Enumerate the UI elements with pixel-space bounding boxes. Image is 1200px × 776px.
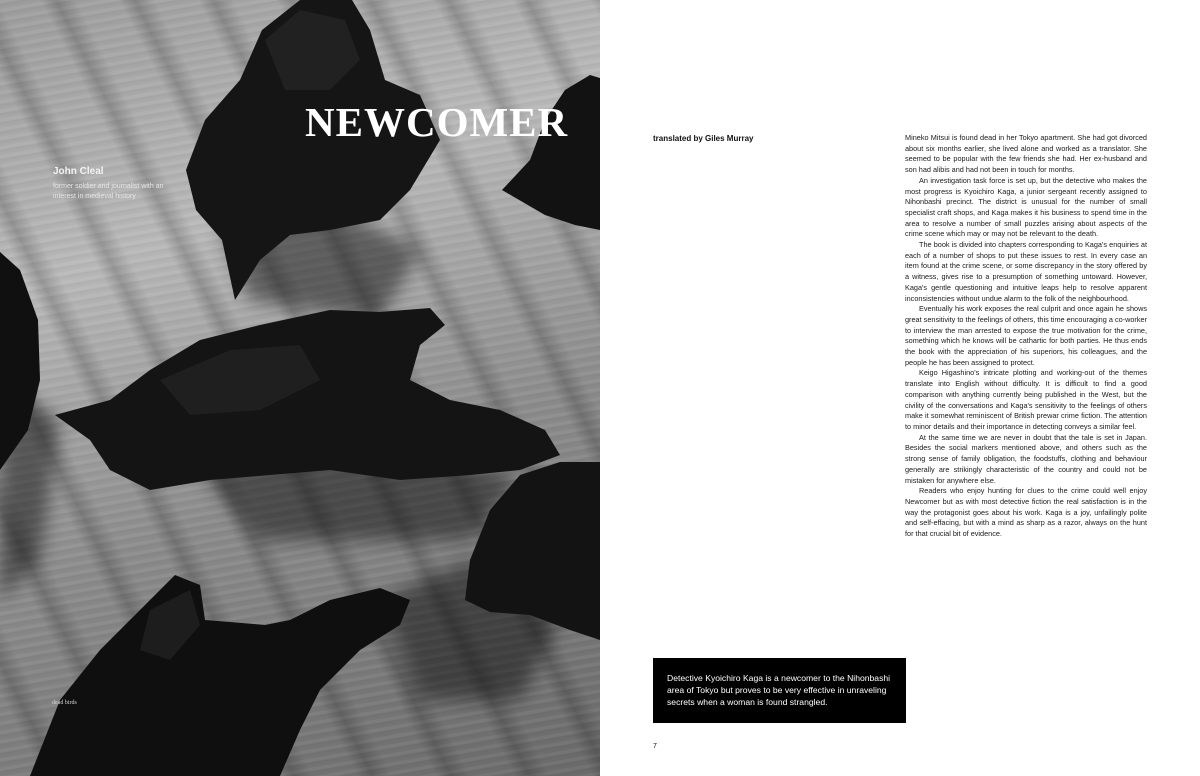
translator-credit: translated by Giles Murray (653, 134, 754, 143)
body-paragraph: Keigo Higashino's intricate plotting and working-out of the themes translate into English without difficulty. It is difficult to find a good comparison with anything currently being published in the West, but the civility of the conversations and Kaga's sensitivity to the feelings of others make it somewhat reminiscent of British prewar crime fiction. The attention to minor details and their importance in detecting conveys a similar feel. (905, 368, 1147, 431)
body-paragraph: An investigation task force is set up, but the detective who makes the most progress is Kyoichiro Kaga, a junior sergeant recently assigned to Nihonbashi precinct. The district is unusual for the number of small specialist craft shops, and Kaga makes it his business to spend time in the area to resolve a number of small puzzles arising about aspects of the crime scene which may or may not be relevant to the death. (905, 175, 1147, 239)
author-bio: former soldier and journalist with an interest in medieval history (53, 183, 164, 200)
dead-bird-shape (55, 308, 560, 490)
body-paragraph: Eventually his work exposes the real culprit and once again he shows great sensitivity to the feelings of others, this time encouraging a co-worker to interview the man arrested to expose the true motivation for the crime, something which he knows will be cathartic for both parties. He thus ends the book with the appreciation of his superiors, his colleagues, and the people he has been assigned to protect. (905, 304, 1147, 367)
photo-caption: dead birds (52, 700, 77, 706)
pull-quote-text: Detective Kyoichiro Kaga is a newcomer to the Nihonbashi area of Tokyo but proves to be very effective in unraveling secrets when a woman is found strangled. (667, 673, 891, 708)
body-paragraph: The book is divided into chapters corresponding to Kaga's enquiries at each of a number of shops to put these issues to rest. In every case an item found at the crime scene, or some discrepancy in the story offered by a witness, gives rise to a presumption of something untoward. However, Kaga's gentle questioning and intuitive leaps help to resolve apparent inconsistencies without undue alarm to the folk of the neighbourhood. (905, 240, 1147, 303)
body-paragraph: At the same time we are never in doubt that the tale is set in Japan. Besides the social markers mentioned above, and others such as the strong sense of family obligation, the foodstuffs, clothing and behaviour generally are strikingly characteristic of the country and could not be mistaken for anywhere else. (905, 432, 1147, 485)
dead-bird-shape (30, 575, 410, 776)
body-paragraph: Readers who enjoy hunting for clues to the crime could well enjoy Newcomer but as with most detective fiction the real satisfaction is in the way the protagonist goes about his work. Kaga is a joy, unfailingly polite and self-effacing, but with a mind as sharp as a razor, always on the hunt for that crucial bit of evidence. (905, 486, 1147, 539)
pull-quote-box (653, 658, 906, 723)
author-name: John Cleal (53, 166, 104, 177)
article-body (905, 133, 1147, 540)
body-paragraph: Mineko Mitsui is found dead in her Tokyo apartment. She had got divorced about six months earlier, she lived alone and worked as a translator. She seemed to be popular with the few friends she had. Her ex-husband and son had alibis and had not been in touch for months. (905, 133, 1147, 175)
article-title: NEWCOMER (305, 99, 569, 145)
page-number: 7 (653, 743, 657, 750)
